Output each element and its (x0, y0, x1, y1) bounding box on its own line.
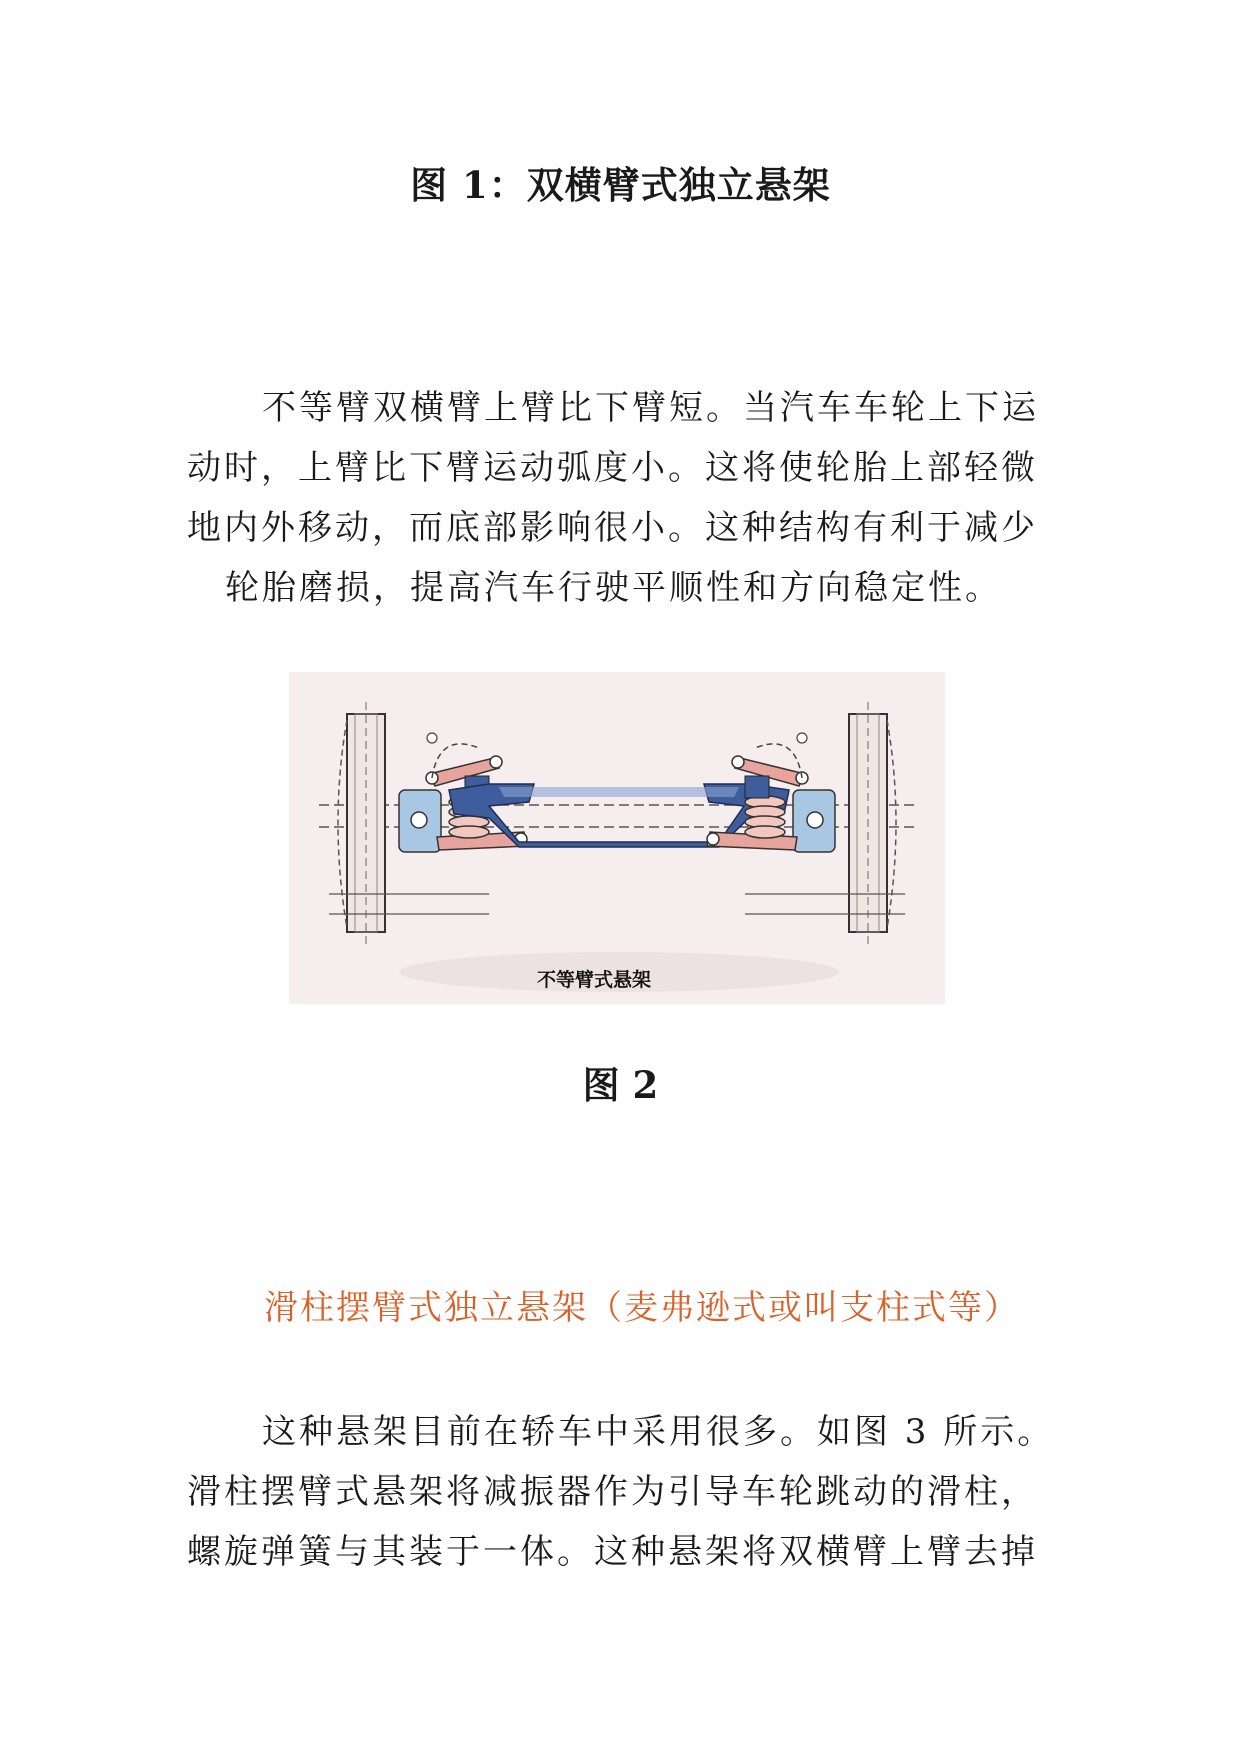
paragraph-1 (187, 378, 1057, 618)
paragraph-line: 动时，上臂比下臂运动弧度小。这将使轮胎上部轻微 (187, 448, 1038, 488)
paragraph-line: 这种悬架目前在轿车中采用很多。如图 3 所示。 (262, 1412, 1055, 1452)
figure-1-title: 图 1：双横臂式独立悬架 (410, 163, 831, 207)
paragraph-line: 地内外移动，而底部影响很小。这种结构有利于减少 (187, 508, 1038, 548)
paragraph-line: 滑柱摆臂式悬架将减振器作为引导车轮跳动的滑柱， (187, 1472, 1038, 1512)
paragraph-2 (187, 1402, 1057, 1582)
diagram-caption: 不等臂式悬架 (537, 969, 652, 991)
section-heading: 滑柱摆臂式独立悬架（麦弗逊式或叫支柱式等） (264, 1288, 1020, 1328)
paragraph-line: 不等臂双横臂上臂比下臂短。当汽车车轮上下运 (262, 388, 1039, 428)
paragraph-line: 螺旋弹簧与其装于一体。这种悬架将双横臂上臂去掉 (187, 1532, 1038, 1572)
figure-2-label: 图 2 (582, 1063, 659, 1107)
paragraph-line: 轮胎磨损，提高汽车行驶平顺性和方向稳定性。 (225, 568, 1002, 608)
suspension-diagram (289, 672, 945, 1004)
suspension-diagram-image (289, 672, 945, 1004)
